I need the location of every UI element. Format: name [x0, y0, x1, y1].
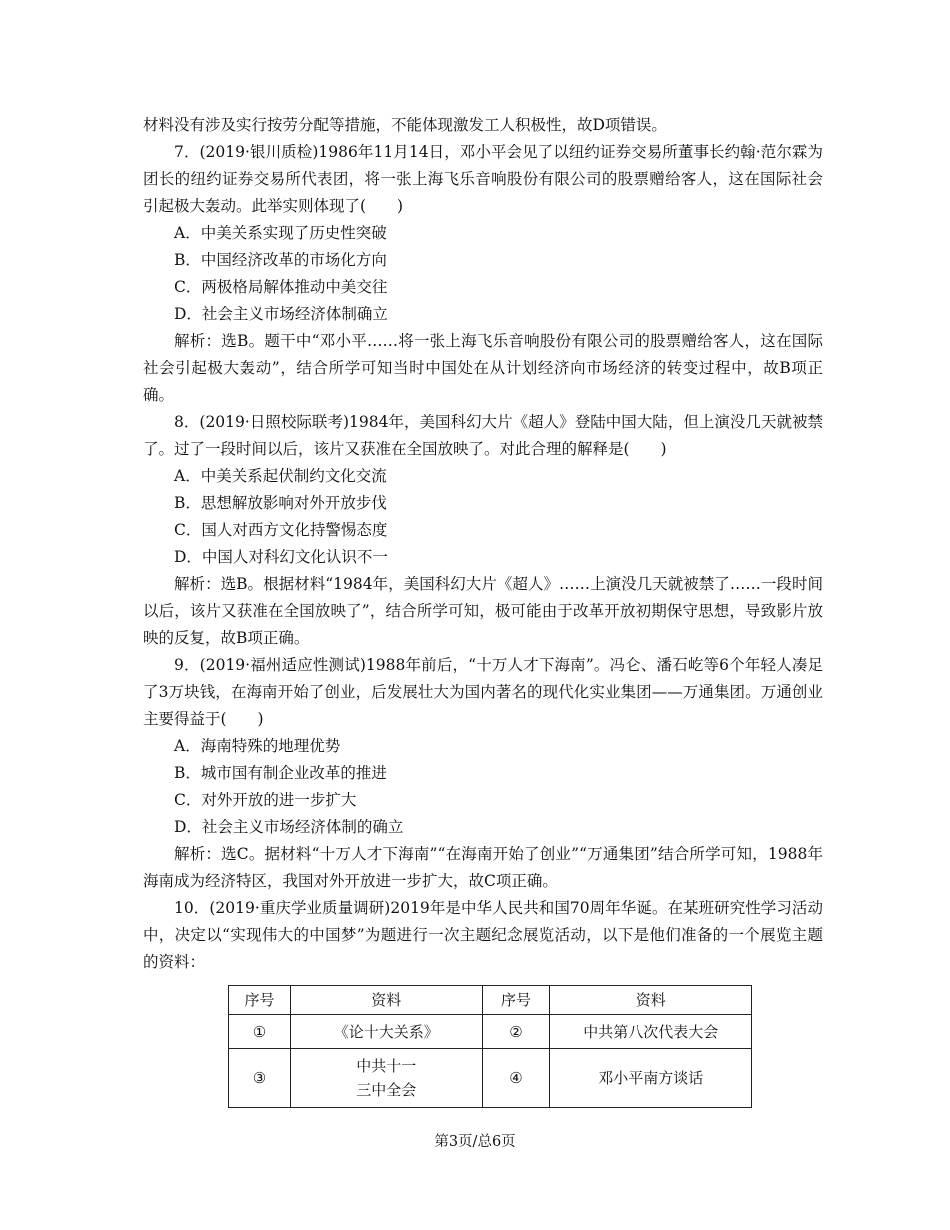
option-d: D．中国人对科幻文化认识不一	[174, 548, 388, 566]
table-cell: 中共第八次代表大会	[550, 1015, 752, 1049]
table-cell: 邓小平南方谈话	[550, 1049, 752, 1108]
question-stem: 9．(2019·福州适应性测试)1988年前后，“十万人才下海南”。冯仑、潘石屹等6个年轻人凑足了3万块钱，在海南开始了创业，后发展壮大为国内著名的现代化实业集团——万通集团。万通创业主要得益于( )	[143, 656, 823, 728]
option-b: B．城市国有制企业改革的推进	[174, 764, 387, 782]
table-cell: ③	[229, 1049, 291, 1108]
table-header-cell: 序号	[229, 986, 291, 1015]
option-a: A．中美关系起伏制约文化交流	[174, 467, 387, 485]
option-b: B．思想解放影响对外开放步伐	[174, 494, 387, 512]
materials-table	[228, 985, 752, 1108]
question-stem: 8．(2019·日照校际联考)1984年，美国科幻大片《超人》登陆中国大陆，但上演没几天就被禁了。过了一段时间以后，该片又获准在全国放映了。对此合理的解释是( )	[143, 413, 823, 458]
question-9	[143, 652, 823, 895]
option-c: C．对外开放的进一步扩大	[174, 791, 357, 809]
page-content	[143, 112, 823, 976]
table-cell: ④	[482, 1049, 550, 1108]
table-header-cell: 资料	[550, 986, 752, 1015]
analysis-text: 解析：选C。据材料“十万人才下海南”“在海南开始了创业”“万通集团”结合所学可知，1988年海南成为经济特区，我国对外开放进一步扩大，故C项正确。	[143, 845, 823, 890]
table-cell: 中共十一 三中全会	[290, 1049, 482, 1108]
page-footer: 第3页/总6页	[434, 1134, 516, 1150]
analysis-text: 解析：选B。题干中“邓小平……将一张上海飞乐音响股份有限公司的股票赠给客人，这在国际社会引起极大轰动”，结合所学可知当时中国处在从计划经济向市场经济的转变过程中，故B项正确。	[143, 332, 823, 404]
option-d: D．社会主义市场经济体制的确立	[174, 818, 404, 836]
table-row	[229, 1049, 752, 1108]
question-10	[143, 895, 823, 976]
table-header-row	[229, 986, 752, 1015]
option-d: D．社会主义市场经济体制确立	[174, 305, 388, 323]
question-7	[143, 139, 823, 409]
table-cell: 《论十大关系》	[290, 1015, 482, 1049]
option-b: B．中国经济改革的市场化方向	[174, 251, 387, 269]
table-cell: ②	[482, 1015, 550, 1049]
question-8	[143, 409, 823, 652]
table-header-cell: 资料	[290, 986, 482, 1015]
option-c: C．国人对西方文化持警惕态度	[174, 521, 388, 539]
question-stem: 10．(2019·重庆学业质量调研)2019年是中华人民共和国70周年华诞。在某班研究性学习活动中，决定以“实现伟大的中国梦”为题进行一次主题纪念展览活动，以下是他们准备的一个展览主题的资料：	[143, 899, 823, 971]
table-row	[229, 1015, 752, 1049]
option-a: A．中美关系实现了历史性突破	[174, 224, 387, 242]
question-stem: 7．(2019·银川质检)1986年11月14日，邓小平会见了以纽约证券交易所董事长约翰·范尔霖为团长的纽约证券交易所代表团，将一张上海飞乐音响股份有限公司的股票赠给客人，这在国际社会引起极大轰动。此举实则体现了( )	[143, 143, 823, 215]
analysis-text: 解析：选B。根据材料“1984年，美国科幻大片《超人》……上演没几天就被禁了……一段时间以后，该片又获准在全国放映了”，结合所学可知，极可能由于改革开放初期保守思想，导致影片放映的反复，故B项正确。	[143, 575, 823, 647]
option-c: C．两极格局解体推动中美交往	[174, 278, 388, 296]
option-a: A．海南特殊的地理优势	[174, 737, 341, 755]
table-cell: ①	[229, 1015, 291, 1049]
lead-text: 材料没有涉及实行按劳分配等措施，不能体现激发工人积极性，故D项错误。	[143, 116, 667, 134]
table-header-cell: 序号	[482, 986, 550, 1015]
